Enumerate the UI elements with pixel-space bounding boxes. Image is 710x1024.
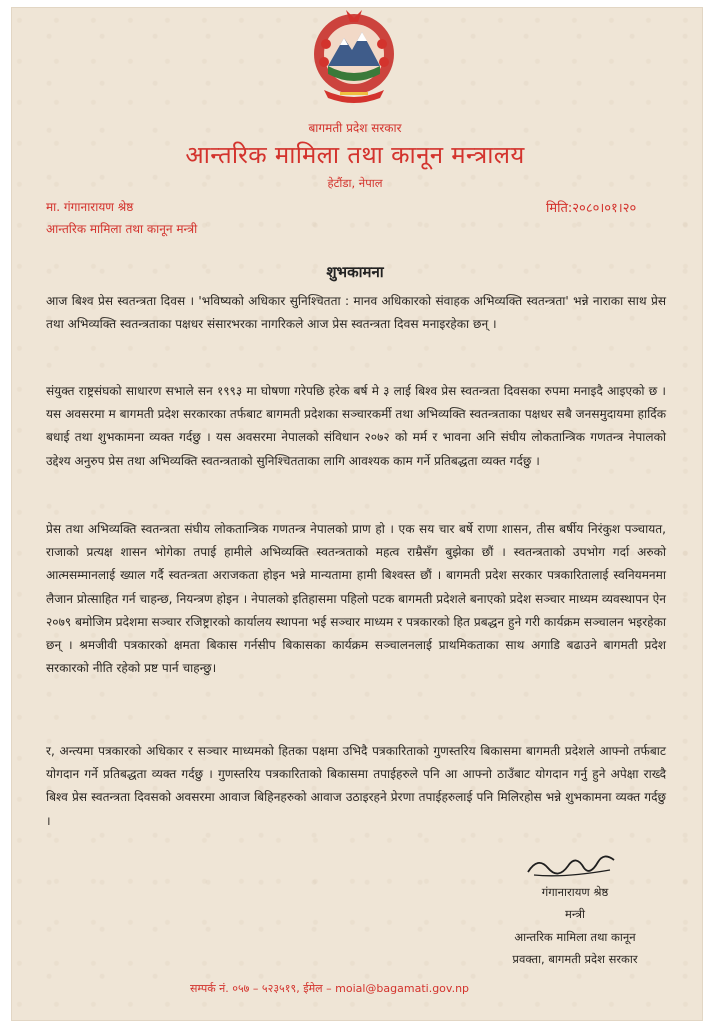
handwritten-signature bbox=[524, 848, 620, 882]
minister-post: आन्तरिक मामिला तथा कानून मन्त्री bbox=[46, 222, 198, 236]
letter-heading: शुभकामना bbox=[326, 263, 384, 281]
letter-date: मिति:२०८०।०१।२० bbox=[546, 201, 637, 216]
location-text: हेटौंडा, नेपाल bbox=[327, 176, 383, 190]
signatory-post: आन्तरिक मामिला तथा कानून bbox=[514, 930, 636, 944]
government-name: बागमती प्रदेश सरकार bbox=[308, 121, 402, 135]
signatory-name: गंगानारायण श्रेष्ठ bbox=[541, 885, 609, 899]
paragraph-2: संयुक्त राष्ट्रसंघको साधारण सभाले सन १९९३ मा घोषणा गरेपछि हरेक बर्ष मे ३ लाई बिश्व प्रेस स्वतन्त्रता दिवसका रुपमा मनाइदै आइएको छ । यस अवसरमा म बागमती प्रदेश सरकारका तर्फबाट बागमती प्रदेशका सञ्चारकर्मी तथा अभिव्यक्ति स्वतन्त्रताका पक्षधर सबै जनसमुदायमा हार्दिक बधाई तथा शुभकामना व्यक्त गर्दछु । यस अवसरमा नेपालको संविधान २०७२ को मर्म र भावना अनि संघीय लोकतान्त्रिक गणतन्त्र नेपालको उद्देश्य अनुरुप प्रेस तथा अभिव्यक्ति स्वतन्त्रताको सुनिश्चितताका लागि आवश्यक काम गर्ने प्रतिबद्धता व्यक्त गर्दछु । bbox=[46, 384, 666, 468]
paragraph-3: प्रेस तथा अभिव्यक्ति स्वतन्त्रता संघीय लोकतान्त्रिक गणतन्त्र नेपालको प्राण हो । एक सय चार बर्षे राणा शासन, तीस बर्षीय निरंकुश पञ्चायत, राजाको प्रत्यक्ष शासन भोगेका तपाई हामीले अभिव्यक्ति स्वतन्त्रताको महत्व राम्रैसँग बुझेका छौं । स्वतन्त्रताको उपभोग गर्दा अरुको आत्मसम्मानलाई ख्याल गर्दै स्वतन्त्रता अराजकता होइन भन्ने मान्यतामा हामी बिश्वस्त छौं । बागमती प्रदेश सरकार पत्रकारितालाई स्वनियमनमा लैजान प्रोत्साहित गर्न चाहन्छ, नियन्त्रण होइन । नेपालको इतिहासमा पहिलो पटक बागमती प्रदेशले बनाएको प्रदेश सञ्चार माध्यम व्यवस्थापन ऐन २०७९ बमोजिम प्रदेशमा सञ्चार रजिष्ट्रारको कार्यालय स्थापना भई सञ्चार माध्यम र पत्रकारको हित प्रबद्धन हुने गरी कार्यक्रम सञ्चालन भइरहेका छन् । श्रमजीवी पत्रकारको क्षमता बिकास गर्नसीप बिकासका कार्यक्रम सञ्चालनलाई प्राथमिकताका साथ अगाडि बढाउने बागमती प्रदेश सरकारको नीति रहेको प्रष्ट पार्न चाहन्छु। bbox=[46, 522, 666, 676]
paragraph-1: आज बिश्व प्रेस स्वतन्त्रता दिवस । 'भविष्यको अधिकार सुनिश्चितता : मानव अधिकारको संवाहक अभिव्यक्ति स्वतन्त्रता' भन्ने नाराका साथ प्रेस तथा अभिव्यक्ति स्वतन्त्रताका पक्षधर संसारभरका नागरिकले आज प्रेस स्वतन्त्रता दिवस मनाइरहेका छन् । bbox=[46, 294, 666, 332]
nepal-emblem-icon bbox=[306, 4, 402, 108]
minister-name: मा. गंगानारायण श्रेष्ठ bbox=[46, 200, 134, 214]
ministry-title: आन्तरिक मामिला तथा कानून मन्त्रालय bbox=[185, 141, 525, 169]
signatory-role: मन्त्री bbox=[565, 907, 585, 921]
paragraph-4: र, अन्त्यमा पत्रकारको अधिकार र सञ्चार माध्यमको हितका पक्षमा उभिदै पत्रकारिताको गुणस्तरिय बिकासमा बागमती प्रदेशले आफ्नो तर्फबाट योगदान गर्ने प्रतिबद्धता व्यक्त गर्दछु । गुणस्तरिय पत्रकारिताको बिकासमा तपाईहरुले पनि आ आफ्नो ठाउँबाट योगदान गर्नु हुने अपेक्षा राख्दै बिश्व प्रेस स्वतन्त्रता दिवसको अवसरमा आवाज बिहिनहरुको आवाज उठाइरहने प्रेरणा तपाईहरुलाई पनि मिलिरहोस भन्ने शुभकामना व्यक्त गर्दछु । bbox=[46, 744, 666, 828]
contact-footer: सम्पर्क नं. ०५७ – ५२३५१९, ईमेल – moial@bagamati.gov.np bbox=[190, 982, 470, 995]
signatory-post-2: प्रवक्ता, बागमती प्रदेश सरकार bbox=[512, 952, 638, 966]
